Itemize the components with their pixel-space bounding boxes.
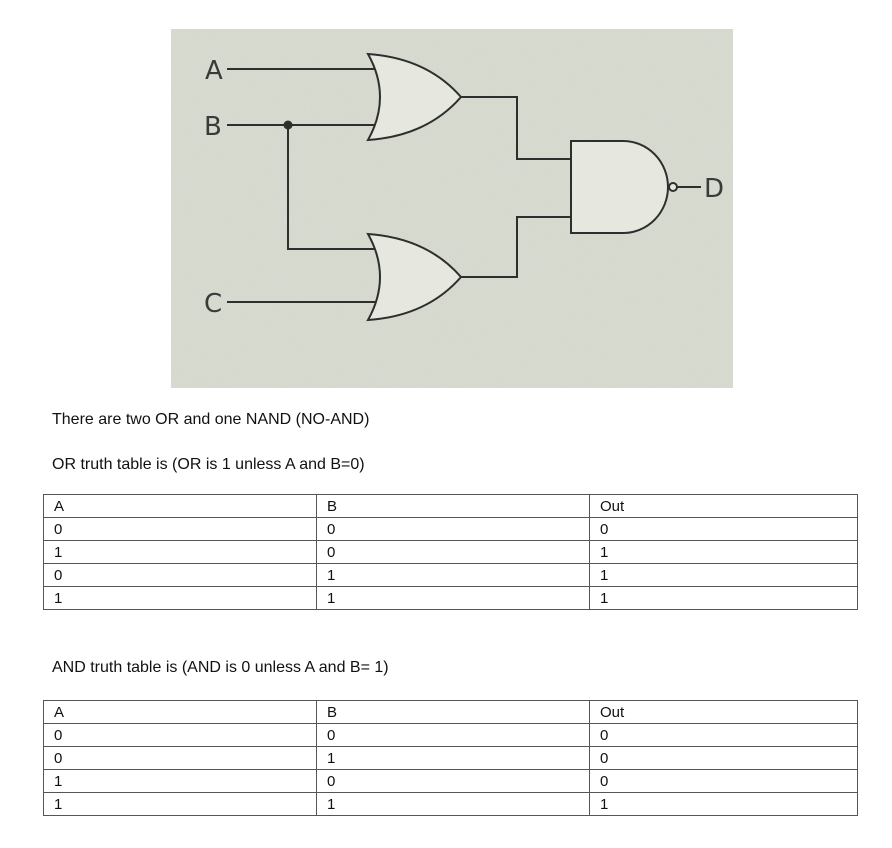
cell-b: 0 bbox=[317, 541, 590, 564]
label-a: A bbox=[205, 56, 223, 86]
header-a: A bbox=[44, 495, 317, 518]
cell-out: 0 bbox=[590, 770, 858, 793]
cell-b: 1 bbox=[317, 564, 590, 587]
cell-out: 0 bbox=[590, 747, 858, 770]
table-header-row bbox=[44, 495, 858, 518]
table-row bbox=[44, 747, 858, 770]
table-row bbox=[44, 770, 858, 793]
cell-a: 1 bbox=[44, 770, 317, 793]
table-row bbox=[44, 793, 858, 816]
or-truth-table bbox=[43, 494, 858, 610]
label-d: D bbox=[704, 174, 725, 204]
cell-a: 1 bbox=[44, 793, 317, 816]
label-b: B bbox=[204, 112, 222, 142]
cell-out: 1 bbox=[590, 564, 858, 587]
logic-circuit-diagram bbox=[171, 29, 733, 388]
label-c: C bbox=[204, 289, 223, 319]
or-table-heading: OR truth table is (OR is 1 unless A and B=0) bbox=[52, 456, 365, 473]
table-row bbox=[44, 587, 858, 610]
cell-a: 0 bbox=[44, 724, 317, 747]
junction-dot bbox=[284, 121, 293, 130]
cell-a: 0 bbox=[44, 747, 317, 770]
cell-a: 0 bbox=[44, 518, 317, 541]
and-table-heading: AND truth table is (AND is 0 unless A and B= 1) bbox=[52, 659, 389, 676]
cell-out: 1 bbox=[590, 587, 858, 610]
table-row bbox=[44, 564, 858, 587]
header-a: A bbox=[44, 701, 317, 724]
cell-out: 1 bbox=[590, 541, 858, 564]
header-b: B bbox=[317, 495, 590, 518]
header-out: Out bbox=[590, 495, 858, 518]
cell-b: 1 bbox=[317, 747, 590, 770]
cell-b: 0 bbox=[317, 724, 590, 747]
cell-a: 0 bbox=[44, 564, 317, 587]
header-out: Out bbox=[590, 701, 858, 724]
cell-b: 1 bbox=[317, 793, 590, 816]
table-row bbox=[44, 518, 858, 541]
and-truth-table bbox=[43, 700, 858, 816]
cell-b: 0 bbox=[317, 518, 590, 541]
cell-b: 1 bbox=[317, 587, 590, 610]
header-b: B bbox=[317, 701, 590, 724]
nand-bubble bbox=[669, 183, 677, 191]
nand-gate bbox=[571, 141, 668, 233]
intro-text: There are two OR and one NAND (NO-AND) bbox=[52, 411, 370, 428]
cell-out: 0 bbox=[590, 724, 858, 747]
table-row bbox=[44, 724, 858, 747]
cell-b: 0 bbox=[317, 770, 590, 793]
cell-a: 1 bbox=[44, 541, 317, 564]
table-header-row bbox=[44, 701, 858, 724]
cell-a: 1 bbox=[44, 587, 317, 610]
cell-out: 1 bbox=[590, 793, 858, 816]
cell-out: 0 bbox=[590, 518, 858, 541]
table-row bbox=[44, 541, 858, 564]
